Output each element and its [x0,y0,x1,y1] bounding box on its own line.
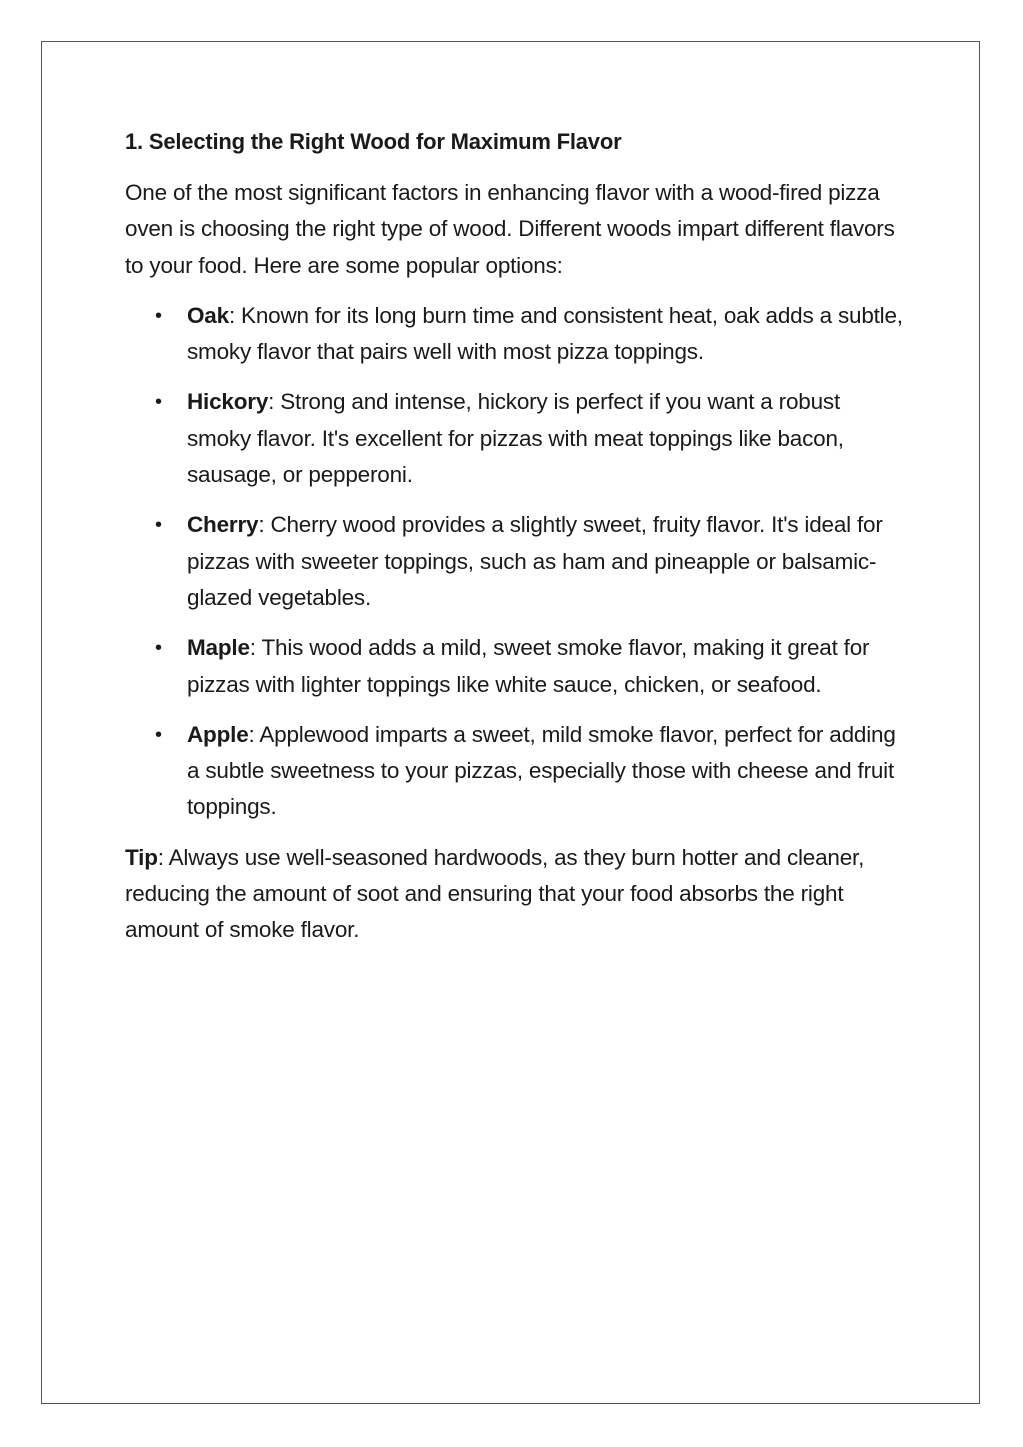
wood-name: Apple [187,721,249,747]
list-item-oak [125,298,905,371]
wood-name: Maple [187,635,250,661]
bullet-icon: • [155,304,162,327]
intro-paragraph: One of the most significant factors in enhancing flavor with a wood-fired pizza oven is choosing the right type of wood. Different woods impart different flavors to your food. Here are some popular options: [125,180,895,278]
wood-options-list [125,298,905,826]
section-heading: 1. Selecting the Right Wood for Maximum Flavor [125,129,622,154]
wood-description: : Known for its long burn time and consistent heat, oak adds a subtle, smoky flavor that pairs well with most pizza toppings. [187,302,903,365]
document-content [125,126,905,963]
wood-name: Oak [187,302,229,328]
bullet-icon: • [155,637,162,660]
bullet-icon: • [155,391,162,414]
wood-description: : This wood adds a mild, sweet smoke flavor, making it great for pizzas with lighter toppings like white sauce, chicken, or seafood. [187,635,870,697]
tip-label: Tip [125,844,158,870]
bullet-icon: • [155,723,162,746]
wood-name: Cherry [187,512,259,538]
list-item-maple [125,630,905,703]
list-item-apple [125,717,905,826]
list-item-cherry [125,507,905,616]
wood-name: Hickory [187,389,269,415]
document-page [41,41,980,1404]
list-item-hickory [125,384,905,493]
tip-paragraph [125,840,905,949]
wood-description: : Strong and intense, hickory is perfect if you want a robust smoky flavor. It's excellent for pizzas with meat toppings like bacon, sausage, or pepperoni. [187,389,844,488]
wood-description: : Cherry wood provides a slightly sweet, fruity flavor. It's ideal for pizzas with sweeter toppings, such as ham and pineapple or balsamic-glazed vegetables. [187,512,883,610]
bullet-icon: • [155,514,162,537]
tip-text: : Always use well-seasoned hardwoods, as they burn hotter and cleaner, reducing the amount of soot and ensuring that your food absorbs the right amount of smoke flavor. [125,844,865,943]
wood-description: : Applewood imparts a sweet, mild smoke flavor, perfect for adding a subtle sweetness to your pizzas, especially those with cheese and fruit toppings. [187,721,896,820]
